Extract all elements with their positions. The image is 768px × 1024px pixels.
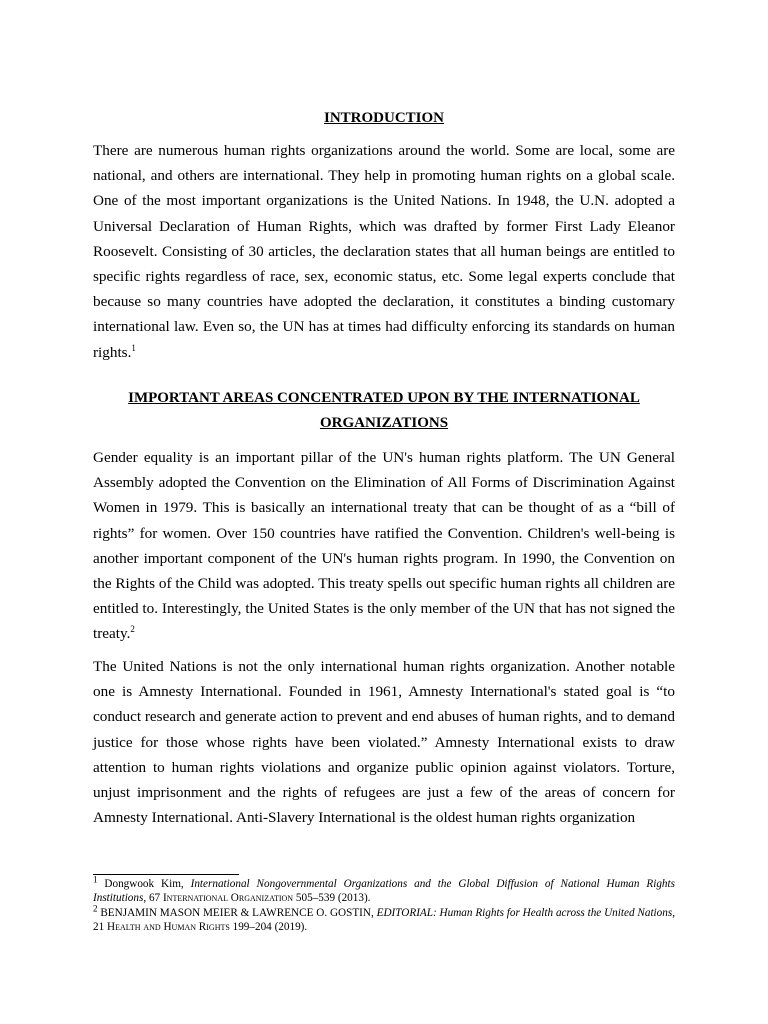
gender-equality-text: Gender equality is an important pillar of the UN's human rights platform. The UN General Assembly adopted the Convention on the Elimination of All Forms of Discrimination Against Women in 1979. This is basically an international treaty that can be thought of as a “bill of rights” for women. Over 150 countries have ratified the Convention. Children's well-being is another important component of the UN's human rights program. In 1990, the Convention on the Rights of the Child was adopted. This treaty spells out specific human rights all children are entitled to. Interestingly, the United States is the only member of the UN that has not signed the treaty. (93, 449, 675, 643)
footnote-2-title: EDITORIAL: Human Rights for Health across the United Nations (376, 907, 673, 919)
footnote-1-journal: International Organization (162, 891, 294, 904)
footnote-2-author: BENJAMIN MASON MEIER & LAWRENCE O. GOSTIN, (97, 907, 377, 919)
footnote-divider (93, 874, 239, 875)
footnote-1 (93, 874, 675, 905)
important-areas-heading: IMPORTANT AREAS CONCENTRATED UPON BY THE INTERNATIONAL ORGANIZATIONS (128, 390, 640, 431)
gender-equality-paragraph (93, 445, 675, 647)
footnote-1-title: International Nongovernmental Organizations and the Global Diffusion of National Human Rights Institutions (93, 878, 675, 904)
footnote-ref-1[interactable]: 1 (131, 342, 136, 353)
footnote-ref-2[interactable]: 2 (130, 624, 135, 635)
footnote-2 (93, 903, 675, 934)
introduction-paragraph (93, 138, 675, 365)
footnote-2-pages: 199–204 (2019). (229, 920, 308, 933)
footnote-1-number: 1 (93, 874, 98, 885)
footnote-2-journal: Health and Human Rights (106, 920, 230, 933)
footnote-2-number: 2 (93, 903, 98, 914)
introduction-text: There are numerous human rights organizations around the world. Some are local, some are national, and others are international. They help in promoting human rights on a global scale. One of the most important organizations is the United Nations. In 1948, the U.N. adopted a Universal Declaration of Human Rights, which was drafted by former First Lady Eleanor Roosevelt. Consisting of 30 articles, the declaration states that all human beings are entitled to specific rights regardless of race, sex, economic status, etc. Some legal experts conclude that because so many countries have adopted the declaration, it constitutes a binding customary international law. Even so, the UN has at times had difficulty enforcing its standards on human rights. (93, 142, 675, 361)
footnote-1-pages: 505–539 (2013). (293, 891, 371, 904)
footnote-1-volume: , 67 (143, 891, 163, 904)
footnote-2-volume: , 21 (93, 907, 675, 933)
amnesty-paragraph: The United Nations is not the only international human rights organization. Another notable one is Amnesty International. Founded in 1961, Amnesty International's stated goal is “to conduct research and generate action to prevent and end abuses of human rights, and to demand justice for those whose rights have been violated.” Amnesty International exists to draw attention to human rights violations and organize public opinion against violators. Torture, unjust imprisonment and the rights of refugees are just a few of the areas of concern for Amnesty International. Anti-Slavery International is the oldest human rights organization (93, 658, 675, 827)
introduction-heading: INTRODUCTION (323, 110, 444, 126)
footnote-1-author: Dongwook Kim, (97, 878, 191, 890)
